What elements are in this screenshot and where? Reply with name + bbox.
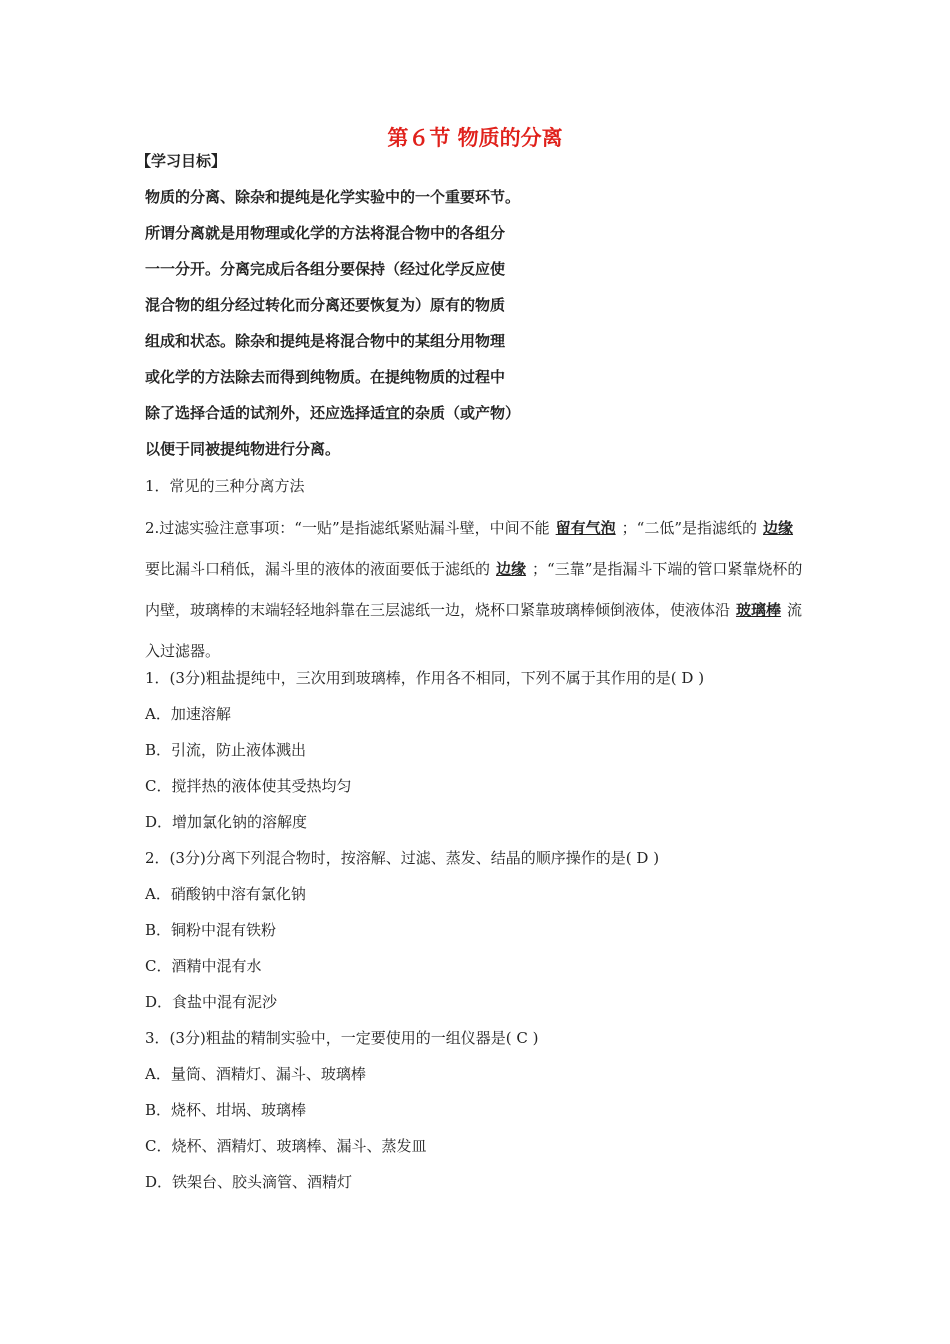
question-option: D．增加氯化钠的溶解度	[145, 813, 308, 831]
answer-blank: 玻璃棒	[736, 601, 782, 619]
intro-line: 或化学的方法除去而得到纯物质。在提纯物质的过程中	[145, 368, 506, 386]
question-stem: 2．(3分)分离下列混合物时，按溶解、过滤、蒸发、结晶的顺序操作的是( D )	[145, 849, 660, 867]
answer-blank: 留有气泡	[555, 519, 616, 537]
question-option: C．酒精中混有水	[145, 957, 262, 975]
intro-line: 除了选择合适的试剂外，还应选择适宜的杂质（或产物）	[145, 404, 521, 422]
question-option: A．加速溶解	[145, 705, 231, 723]
filtration-notes	[145, 508, 810, 672]
intro-line: 以便于同被提纯物进行分离。	[145, 440, 341, 458]
question-option: C．搅拌热的液体使其受热均匀	[145, 777, 352, 795]
intro-line: 物质的分离、除杂和提纯是化学实验中的一个重要环节。	[145, 188, 521, 206]
question-option: B．引流，防止液体溅出	[145, 741, 307, 759]
filter-text: 2.过滤实验注意事项：“一贴”是指滤纸紧贴漏斗壁，中间不能	[145, 519, 550, 537]
question-option: B．烧杯、坩埚、玻璃棒	[145, 1101, 307, 1119]
learning-goals-heading: 【学习目标】	[136, 152, 227, 170]
filter-text: ；“三靠”是指漏斗下端的管口紧靠烧杯的内壁，玻璃棒的末端轻轻地斜靠在三层滤纸一边，烧杯口紧靠玻璃棒倾倒液体，使液体沿	[145, 560, 803, 619]
answer-blank: 边缘	[763, 519, 794, 537]
learning-goals-text	[145, 185, 585, 473]
question-option: C．烧杯、酒精灯、玻璃棒、漏斗、蒸发皿	[145, 1137, 427, 1155]
question-option: D．食盐中混有泥沙	[145, 993, 278, 1011]
question-list	[145, 666, 810, 1206]
intro-line: 一一分开。分离完成后各组分要保持（经过化学反应使	[145, 260, 506, 278]
intro-line: 所谓分离就是用物理或化学的方法将混合物中的各组分	[145, 224, 506, 242]
question-option: B．铜粉中混有铁粉	[145, 921, 277, 939]
filter-text: 要比漏斗口稍低，漏斗里的液体的液面要低于滤纸的	[145, 560, 491, 578]
point-separation-methods: 1．常见的三种分离方法	[145, 477, 305, 495]
filter-text: 流入过滤器。	[145, 601, 803, 660]
intro-line: 混合物的组分经过转化而分离还要恢复为）原有的物质	[145, 296, 506, 314]
filter-text: ；“二低”是指滤纸的	[621, 519, 758, 537]
question-stem: 1．(3分)粗盐提纯中，三次用到玻璃棒，作用各不相同，下列不属于其作用的是( D )	[145, 669, 705, 687]
question-stem: 3．(3分)粗盐的精制实验中，一定要使用的一组仪器是( C )	[145, 1029, 539, 1047]
question-option: A．硝酸钠中溶有氯化钠	[145, 885, 306, 903]
answer-blank: 边缘	[496, 560, 527, 578]
intro-line: 组成和状态。除杂和提纯是将混合物中的某组分用物理	[145, 332, 506, 350]
question-option: D．铁架台、胶头滴管、酒精灯	[145, 1173, 353, 1191]
question-option: A．量筒、酒精灯、漏斗、玻璃棒	[145, 1065, 366, 1083]
page-title: 第６节 物质的分离	[387, 126, 563, 150]
